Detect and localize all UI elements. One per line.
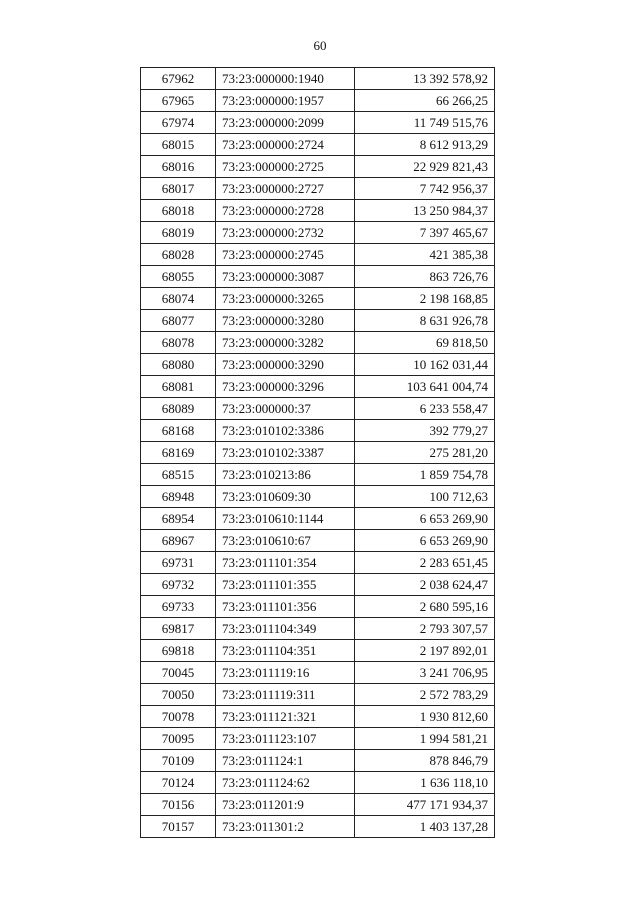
cadastral-number-cell: 73:23:011124:62	[216, 772, 355, 794]
table-row	[141, 266, 495, 288]
record-number-cell: 68089	[141, 398, 216, 420]
cadastral-value-cell: 2 038 624,47	[355, 574, 495, 596]
record-number-cell: 70124	[141, 772, 216, 794]
record-number-cell: 67962	[141, 68, 216, 90]
table-row	[141, 662, 495, 684]
record-number-cell: 68055	[141, 266, 216, 288]
table-row	[141, 684, 495, 706]
record-number-cell: 70109	[141, 750, 216, 772]
record-number-cell: 68018	[141, 200, 216, 222]
table-row	[141, 816, 495, 838]
cadastral-number-cell: 73:23:010102:3387	[216, 442, 355, 464]
record-number-cell: 68077	[141, 310, 216, 332]
cadastral-number-cell: 73:23:010102:3386	[216, 420, 355, 442]
table-row	[141, 530, 495, 552]
record-number-cell: 69732	[141, 574, 216, 596]
cadastral-value-cell: 477 171 934,37	[355, 794, 495, 816]
table-row	[141, 772, 495, 794]
cadastral-value-cell: 8 631 926,78	[355, 310, 495, 332]
table-row	[141, 178, 495, 200]
table-row	[141, 442, 495, 464]
cadastral-value-cell: 1 859 754,78	[355, 464, 495, 486]
record-number-cell: 70045	[141, 662, 216, 684]
cadastral-number-cell: 73:23:000000:2725	[216, 156, 355, 178]
table-row	[141, 750, 495, 772]
cadastral-value-cell: 2 793 307,57	[355, 618, 495, 640]
cadastral-number-cell: 73:23:011121:321	[216, 706, 355, 728]
record-number-cell: 69818	[141, 640, 216, 662]
cadastral-value-cell: 2 283 651,45	[355, 552, 495, 574]
cadastral-number-cell: 73:23:000000:3280	[216, 310, 355, 332]
cadastral-value-cell: 10 162 031,44	[355, 354, 495, 376]
cadastral-number-cell: 73:23:010610:67	[216, 530, 355, 552]
table-row	[141, 112, 495, 134]
record-number-cell: 69733	[141, 596, 216, 618]
table-row	[141, 596, 495, 618]
cadastral-value-cell: 13 250 984,37	[355, 200, 495, 222]
record-number-cell: 68015	[141, 134, 216, 156]
table-row	[141, 640, 495, 662]
cadastral-number-cell: 73:23:000000:1957	[216, 90, 355, 112]
cadastral-number-cell: 73:23:010609:30	[216, 486, 355, 508]
record-number-cell: 68080	[141, 354, 216, 376]
table-row	[141, 794, 495, 816]
record-number-cell: 68948	[141, 486, 216, 508]
cadastral-number-cell: 73:23:011301:2	[216, 816, 355, 838]
record-number-cell: 68954	[141, 508, 216, 530]
table-row	[141, 200, 495, 222]
table-row	[141, 222, 495, 244]
cadastral-number-cell: 73:23:011124:1	[216, 750, 355, 772]
cadastral-value-cell: 100 712,63	[355, 486, 495, 508]
cadastral-value-cell: 1 994 581,21	[355, 728, 495, 750]
cadastral-value-cell: 6 233 558,47	[355, 398, 495, 420]
table-row	[141, 508, 495, 530]
table-row	[141, 354, 495, 376]
cadastral-number-cell: 73:23:010213:86	[216, 464, 355, 486]
record-number-cell: 68515	[141, 464, 216, 486]
cadastral-number-cell: 73:23:011119:16	[216, 662, 355, 684]
record-number-cell: 70050	[141, 684, 216, 706]
table-row	[141, 332, 495, 354]
cadastral-number-cell: 73:23:000000:2728	[216, 200, 355, 222]
record-number-cell: 68028	[141, 244, 216, 266]
table-row	[141, 420, 495, 442]
cadastral-number-cell: 73:23:000000:3087	[216, 266, 355, 288]
cadastral-value-cell: 421 385,38	[355, 244, 495, 266]
cadastral-number-cell: 73:23:000000:3282	[216, 332, 355, 354]
cadastral-number-cell: 73:23:011101:355	[216, 574, 355, 596]
record-number-cell: 70157	[141, 816, 216, 838]
cadastral-value-cell: 2 197 892,01	[355, 640, 495, 662]
cadastral-value-cell: 22 929 821,43	[355, 156, 495, 178]
record-number-cell: 70078	[141, 706, 216, 728]
record-number-cell: 68169	[141, 442, 216, 464]
record-number-cell: 69731	[141, 552, 216, 574]
cadastral-value-cell: 1 636 118,10	[355, 772, 495, 794]
cadastral-value-cell: 1 930 812,60	[355, 706, 495, 728]
cadastral-number-cell: 73:23:011101:356	[216, 596, 355, 618]
cadastral-value-cell: 863 726,76	[355, 266, 495, 288]
cadastral-value-cell: 2 680 595,16	[355, 596, 495, 618]
record-number-cell: 68078	[141, 332, 216, 354]
table-row	[141, 288, 495, 310]
cadastral-number-cell: 73:23:011104:351	[216, 640, 355, 662]
cadastral-value-cell: 7 397 465,67	[355, 222, 495, 244]
record-number-cell: 67974	[141, 112, 216, 134]
table-row	[141, 244, 495, 266]
table-row	[141, 618, 495, 640]
cadastral-value-cell: 7 742 956,37	[355, 178, 495, 200]
cadastral-value-cell: 878 846,79	[355, 750, 495, 772]
cadastral-value-cell: 2 198 168,85	[355, 288, 495, 310]
record-number-cell: 68019	[141, 222, 216, 244]
record-number-cell: 68967	[141, 530, 216, 552]
cadastral-number-cell: 73:23:011201:9	[216, 794, 355, 816]
cadastral-value-cell: 2 572 783,29	[355, 684, 495, 706]
cadastral-number-cell: 73:23:000000:2727	[216, 178, 355, 200]
record-number-cell: 67965	[141, 90, 216, 112]
table-row	[141, 552, 495, 574]
record-number-cell: 69817	[141, 618, 216, 640]
table-row	[141, 464, 495, 486]
cadastral-number-cell: 73:23:000000:3290	[216, 354, 355, 376]
cadastral-number-cell: 73:23:011119:311	[216, 684, 355, 706]
record-number-cell: 68016	[141, 156, 216, 178]
cadastral-value-cell: 3 241 706,95	[355, 662, 495, 684]
record-number-cell: 68017	[141, 178, 216, 200]
table-row	[141, 134, 495, 156]
cadastral-number-cell: 73:23:010610:1144	[216, 508, 355, 530]
table-row	[141, 376, 495, 398]
cadastral-number-cell: 73:23:000000:2724	[216, 134, 355, 156]
cadastral-number-cell: 73:23:000000:2099	[216, 112, 355, 134]
cadastral-number-cell: 73:23:000000:3265	[216, 288, 355, 310]
cadastral-value-cell: 66 266,25	[355, 90, 495, 112]
table-body	[141, 68, 495, 838]
cadastral-value-cell: 1 403 137,28	[355, 816, 495, 838]
cadastral-number-cell: 73:23:000000:3296	[216, 376, 355, 398]
cadastral-value-cell: 392 779,27	[355, 420, 495, 442]
cadastral-value-table	[140, 67, 495, 838]
table-row	[141, 90, 495, 112]
cadastral-number-cell: 73:23:011101:354	[216, 552, 355, 574]
cadastral-value-cell: 6 653 269,90	[355, 530, 495, 552]
cadastral-value-cell: 103 641 004,74	[355, 376, 495, 398]
record-number-cell: 68168	[141, 420, 216, 442]
table-row	[141, 398, 495, 420]
cadastral-value-cell: 69 818,50	[355, 332, 495, 354]
cadastral-number-cell: 73:23:000000:2732	[216, 222, 355, 244]
cadastral-value-cell: 275 281,20	[355, 442, 495, 464]
cadastral-number-cell: 73:23:000000:2745	[216, 244, 355, 266]
table-row	[141, 728, 495, 750]
table-row	[141, 574, 495, 596]
table-row	[141, 310, 495, 332]
table-row	[141, 156, 495, 178]
cadastral-number-cell: 73:23:011123:107	[216, 728, 355, 750]
table-row	[141, 68, 495, 90]
cadastral-value-cell: 13 392 578,92	[355, 68, 495, 90]
cadastral-value-cell: 11 749 515,76	[355, 112, 495, 134]
table-row	[141, 706, 495, 728]
record-number-cell: 68074	[141, 288, 216, 310]
record-number-cell: 70156	[141, 794, 216, 816]
cadastral-value-cell: 6 653 269,90	[355, 508, 495, 530]
cadastral-number-cell: 73:23:000000:37	[216, 398, 355, 420]
page-number: 60	[313, 38, 327, 53]
cadastral-number-cell: 73:23:000000:1940	[216, 68, 355, 90]
cadastral-value-cell: 8 612 913,29	[355, 134, 495, 156]
table-row	[141, 486, 495, 508]
record-number-cell: 70095	[141, 728, 216, 750]
cadastral-number-cell: 73:23:011104:349	[216, 618, 355, 640]
record-number-cell: 68081	[141, 376, 216, 398]
